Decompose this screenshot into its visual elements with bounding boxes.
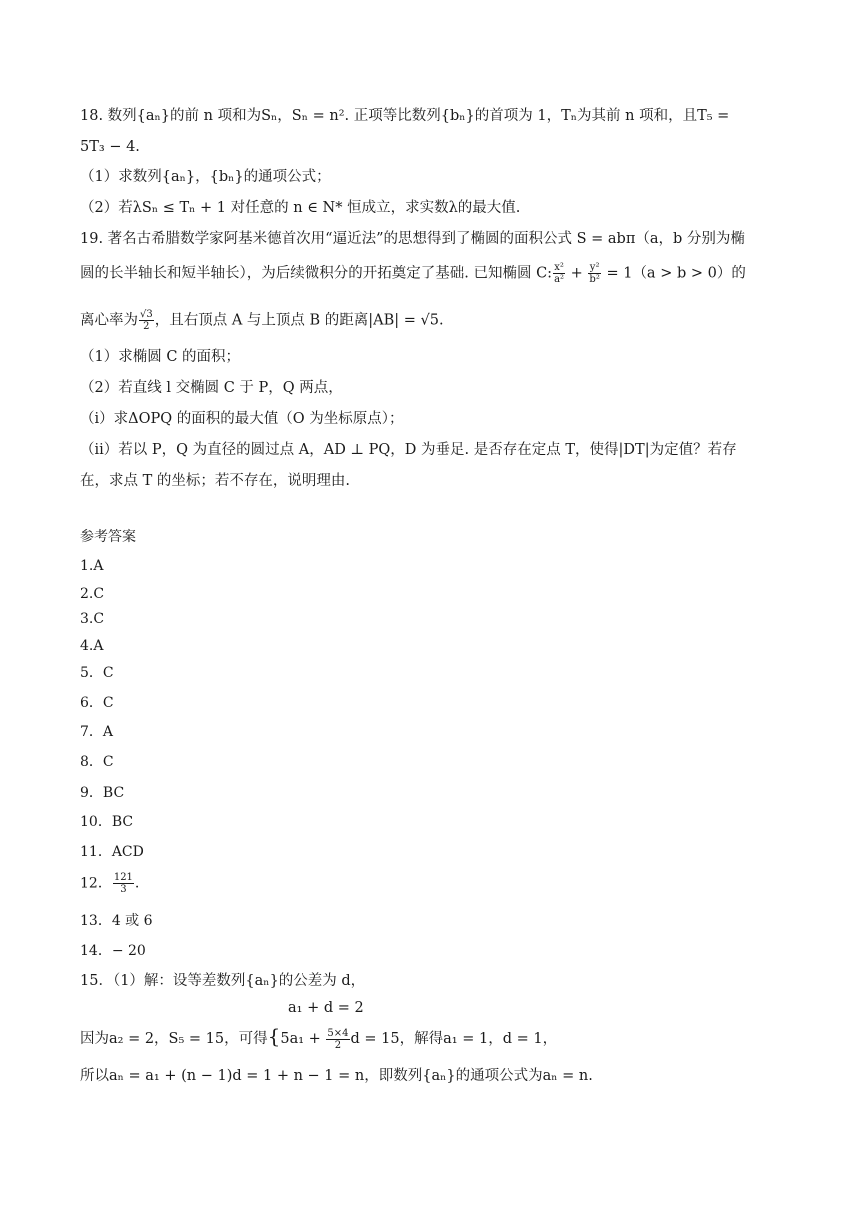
q19-line3-text-b: ，且右顶点 A 与上顶点 B 的距离|AB| = √5. xyxy=(154,312,444,329)
q19-part2-ii-line1: （ii）若以 P，Q 为直径的圆过点 A，AD ⊥ PQ，D 为垂足. 是否存在定点 T，使得|DT|为定值？若存 xyxy=(80,442,737,458)
eccentricity-denominator: 2 xyxy=(143,321,150,332)
q15-line2 xyxy=(80,1026,557,1051)
ellipse-x-denominator: a² xyxy=(554,274,565,285)
answer-item: 6．C xyxy=(80,695,114,711)
answer-12-suffix: . xyxy=(134,875,140,892)
ellipse-y-numerator: y² xyxy=(589,262,600,273)
eccentricity-fraction xyxy=(139,309,154,332)
q18-part1: （1）求数列{aₙ}，{bₙ}的通项公式； xyxy=(80,169,331,185)
answers-heading: 参考答案 xyxy=(80,529,136,545)
answer-14: 14．− 20 xyxy=(80,943,146,959)
answer-item: 10．BC xyxy=(80,814,134,830)
q18-line1: 18. 数列{aₙ}的前 n 项和为Sₙ，Sₙ = n². 正项等比数列{bₙ}的首项为 1，Tₙ为其前 n 项和，且T₅ = xyxy=(80,108,730,124)
answer-item: 8．C xyxy=(80,754,114,770)
q15-fraction-numerator: 5×4 xyxy=(327,1027,349,1039)
q15-fraction-denominator: 2 xyxy=(334,1039,342,1051)
q19-part2: （2）若直线 l 交椭圆 C 于 P，Q 两点， xyxy=(80,380,343,396)
answer-item: 4.A xyxy=(80,638,104,654)
q18-line2: 5T₃ − 4. xyxy=(80,139,140,155)
answer-item: 1.A xyxy=(80,558,104,574)
answer-item: 2.C xyxy=(80,586,105,602)
q15-line2-text-a: 因为a₂ = 2，S₅ = 15，可得 xyxy=(80,1031,268,1047)
answer-12-prefix: 12． xyxy=(80,875,112,892)
q15-system-fraction xyxy=(326,1028,349,1051)
eccentricity-numerator: √3 xyxy=(140,309,153,320)
answer-item: 9．BC xyxy=(80,785,125,801)
q19-line3 xyxy=(80,309,444,332)
q19-line2-text-a: 圆的长半轴长和短半轴长），为后续微积分的开拓奠定了基础. 已知椭圆 C: xyxy=(80,265,553,282)
q19-part1: （1）求椭圆 C 的面积； xyxy=(80,349,241,365)
q15-line2-text-b: ，解得a₁ = 1，d = 1， xyxy=(399,1031,558,1047)
q15-line1: 15．（1）解：设等差数列{aₙ}的公差为 d， xyxy=(80,973,366,989)
q19-part2-i: （i）求ΔOPQ 的面积的最大值（O 为坐标原点）； xyxy=(80,411,404,427)
ellipse-y-denominator: b² xyxy=(589,274,600,285)
q15-system-eq2-b: d = 15 xyxy=(350,1031,400,1047)
q19-line1: 19. 著名古希腊数学家阿基米德首次用“逼近法”的思想得到了椭圆的面积公式 S = abπ（a，b 分别为椭 xyxy=(80,231,745,247)
answer-item: 11．ACD xyxy=(80,844,144,860)
q19-part2-ii-line2: 在，求点 T 的坐标；若不存在，说明理由. xyxy=(80,473,350,489)
q19-line2: 圆的长半轴长和短半轴长），为后续微积分的开拓奠定了基础. 已知椭圆 C: $\frac{\text{x²}}{\text{a²}}$ + $\frac{\text{y²}}{\text{b²}}$ = 1（a > b > 0）的 xyxy=(80,262,746,285)
q15-system-eq2-a: 5a₁ + xyxy=(280,1031,326,1047)
answer-12-denominator: 3 xyxy=(120,884,127,895)
answer-12 xyxy=(80,872,139,895)
q15-line3: 所以aₙ = a₁ + (n − 1)d = 1 + n − 1 = n，即数列{aₙ}的通项公式为aₙ = n. xyxy=(80,1068,593,1084)
q15-brace: { xyxy=(267,1024,281,1048)
answer-item: 5．C xyxy=(80,665,114,681)
q19-line2-text-b: （a > b > 0）的 xyxy=(632,265,746,282)
answer-13: 13．4 或 6 xyxy=(80,913,153,929)
answer-12-numerator: 121 xyxy=(113,872,133,883)
answer-item: 3.C xyxy=(80,611,105,627)
ellipse-x-numerator: x² xyxy=(554,262,564,273)
q18-part2: （2）若λSₙ ≤ Tₙ + 1 对任意的 n ∈ N* 恒成立，求实数λ的最大值. xyxy=(80,200,521,216)
ellipse-rhs: = 1 xyxy=(601,265,633,282)
q19-line3-text-a: 离心率为 xyxy=(80,312,138,329)
q15-system-eq1: a₁ + d = 2 xyxy=(288,1000,364,1016)
ellipse-fraction-x xyxy=(553,262,565,285)
ellipse-fraction-y xyxy=(588,262,600,285)
answer-12-fraction xyxy=(113,872,134,895)
answer-item: 7．A xyxy=(80,724,114,740)
